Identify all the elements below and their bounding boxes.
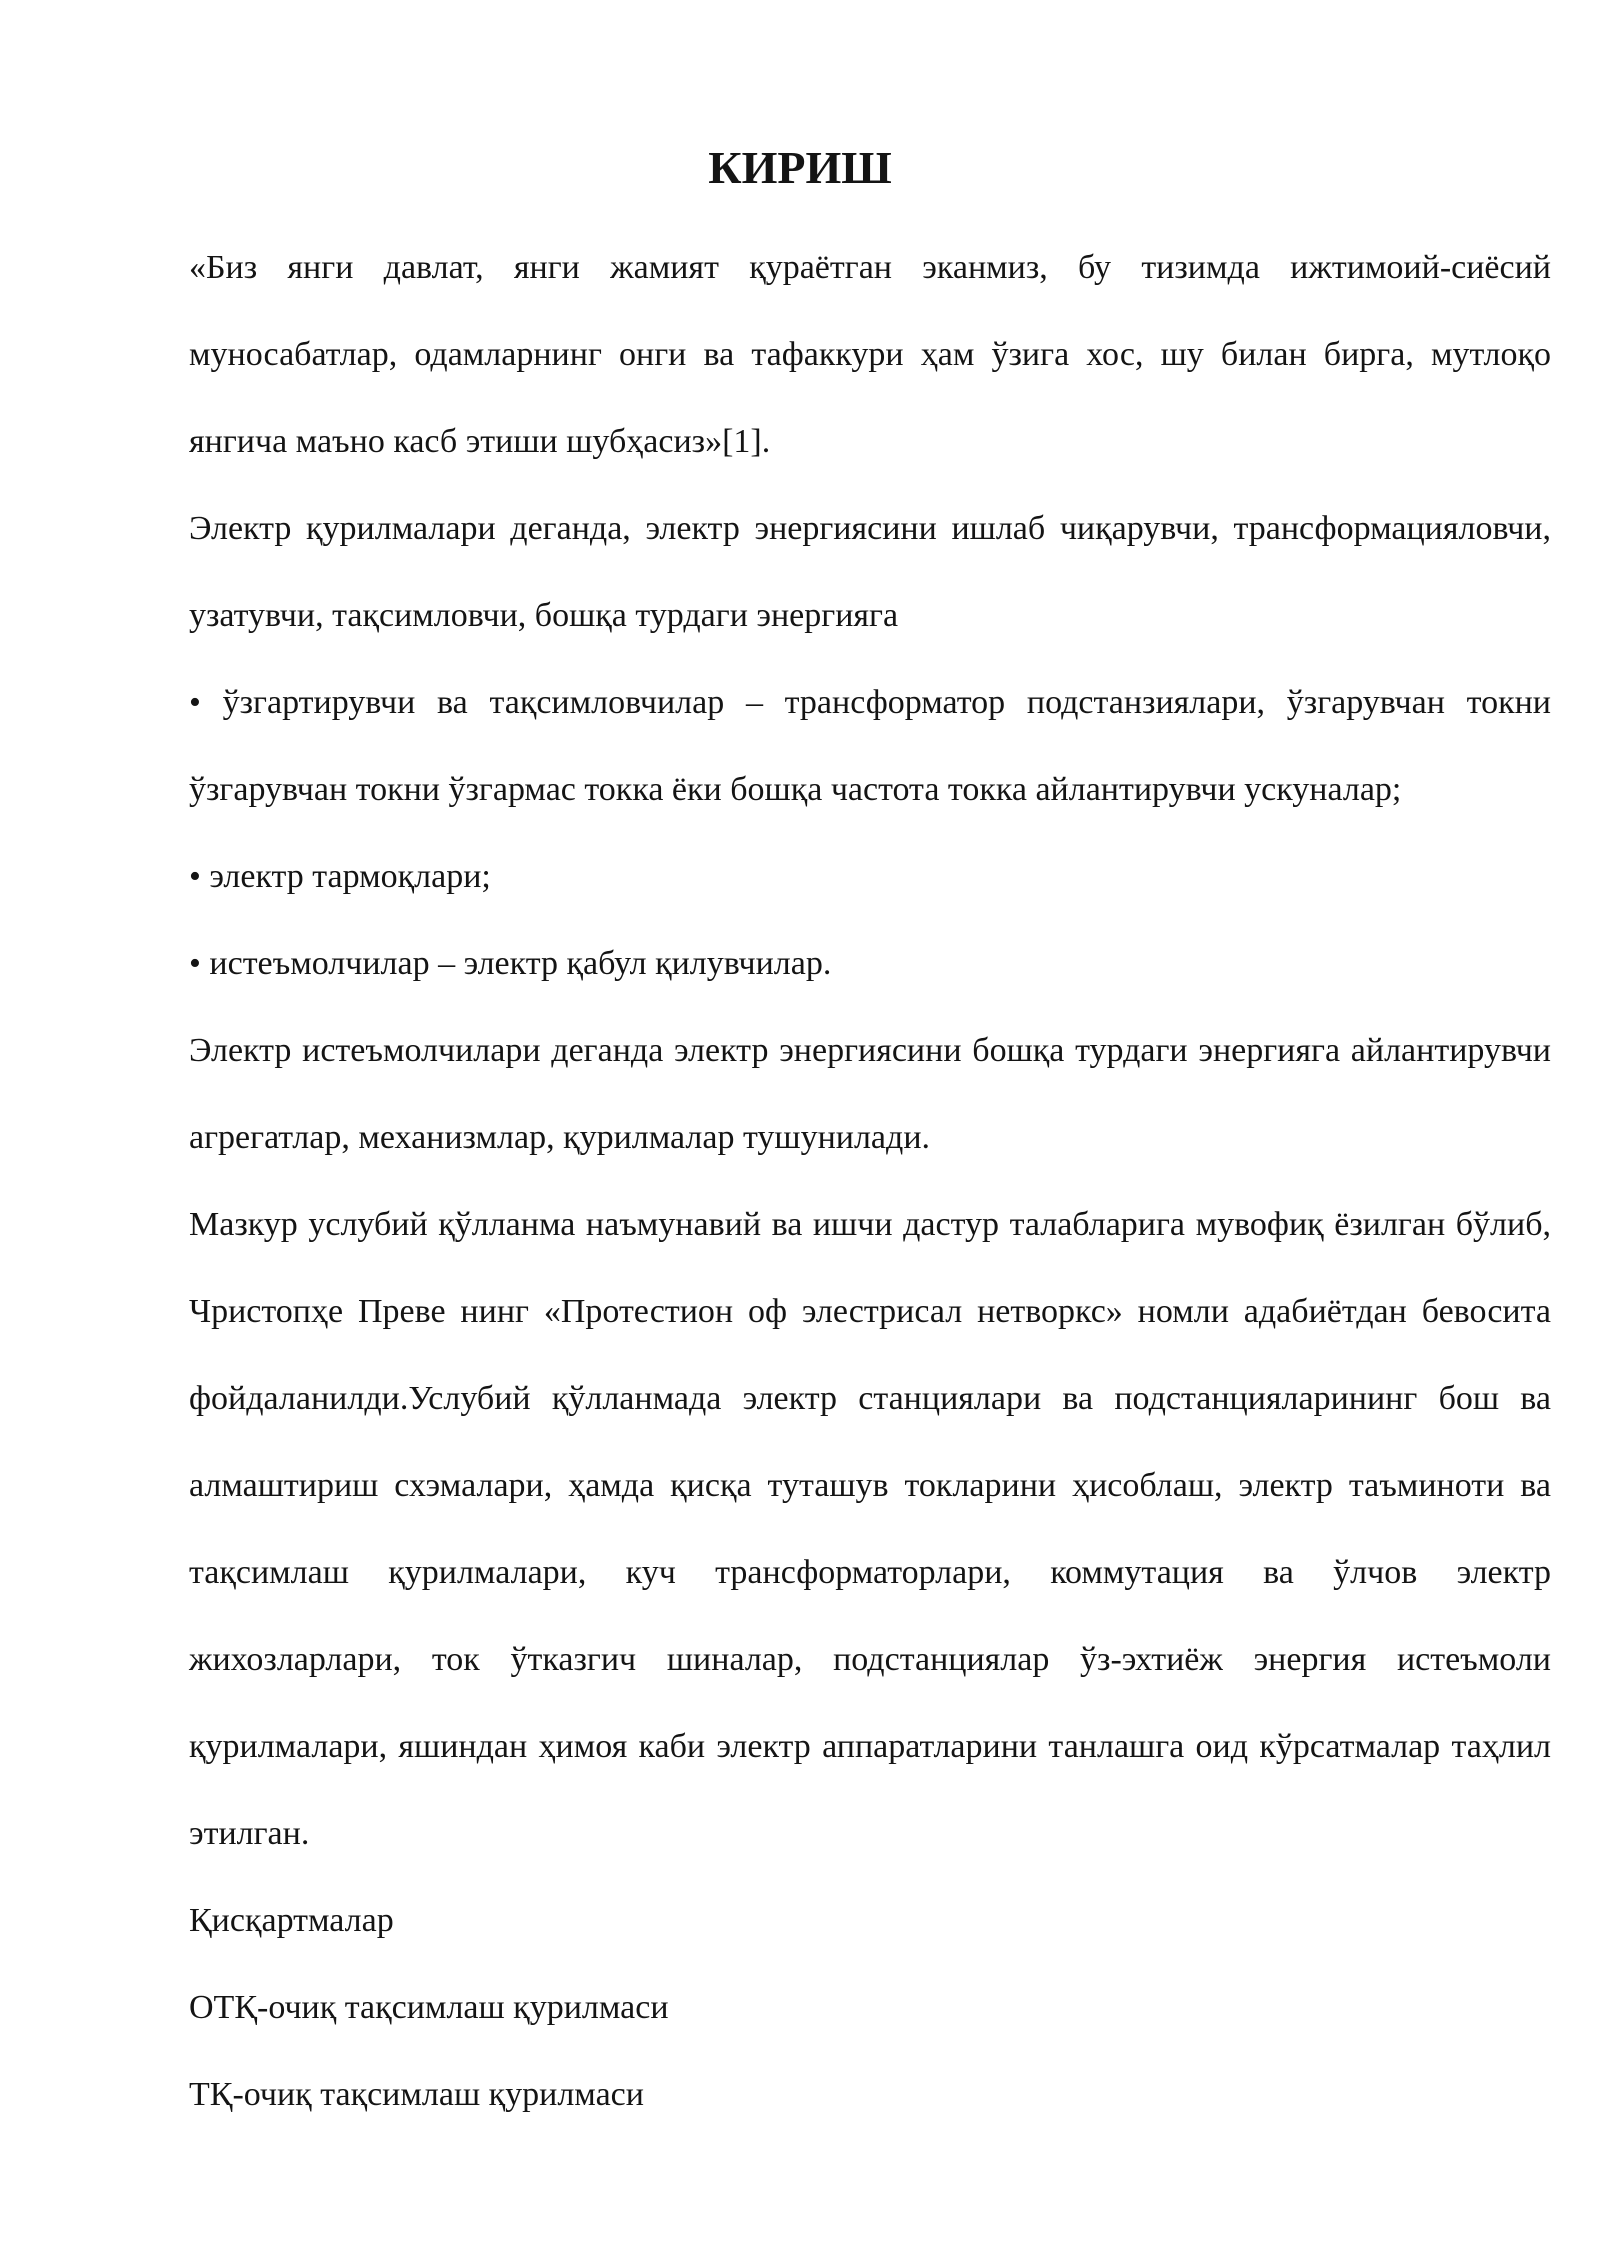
page-title: КИРИШ (708, 142, 892, 193)
bullet-item-consumers: • истеъмолчилар – электр қабул қилувчилар. (189, 945, 832, 982)
manual-description-paragraph: Мазкур услубий қўлланма наъмунавий ва ишчи дастур талабларига мувофиқ ёзилган бўлиб, Чристопҳе Преве нинг «Протестион оф элестрисал нетворкс» номли адабиётдан бевосита фойдаланилди.Услубий қўлланмада электр станциялари ва подстанцияларининг бош ва алмаштириш схэмалари, ҳамда қисқа туташув токларини ҳисоблаш, электр таъминоти ва тақсимлаш қурилмалари, куч трансформаторлари, коммутация ва ўлчов электр жихозларлари, ток ўтказгич шиналар, подстанциялар ўз-эхтиёж энергия истеъмоли қурилмалари, яшиндан ҳимоя каби электр аппаратларини танлашга оид кўрсатмалар таҳлил этилган. (189, 1206, 1551, 1852)
definition-paragraph: Электр қурилмалари деганда, электр энергиясини ишлаб чиқарувчи, трансформацияловчи, узатувчи, тақсимловчи, бошқа турдаги энергияга (189, 510, 1551, 634)
document-body (189, 224, 1551, 2138)
bullet-item-networks: • электр тармоқлари; (189, 858, 491, 895)
consumers-definition-paragraph: Электр истеъмолчилари деганда электр энергиясини бошқа турдаги энергияга айлантирувчи агрегатлар, механизмлар, қурилмалар тушунилади. (189, 1032, 1551, 1156)
abbreviations-heading: Қисқартмалар (189, 1902, 394, 1939)
abbreviation-item: ТҚ-очиқ тақсимлаш қурилмаси (189, 2076, 644, 2113)
intro-quote-paragraph: «Биз янги давлат, янги жамият қураётган эканмиз, бу тизимда ижтимоий-сиёсий муносабатлар, одамларнинг онги ва тафаккури ҳам ўзига хос, шу билан бирга, мутлоқо янгича маъно касб этиши шубҳасиз»[1]. (189, 249, 1551, 460)
bullet-item-converters: • ўзгартирувчи ва тақсимловчилар – трансформатор подстанзиялари, ўзгарувчан токни ўзгарувчан токни ўзгармас токка ёки бошқа частота токка айлантирувчи ускуналар; (189, 684, 1551, 808)
abbreviation-item: ОТҚ-очиқ тақсимлаш қурилмаси (189, 1989, 669, 2026)
